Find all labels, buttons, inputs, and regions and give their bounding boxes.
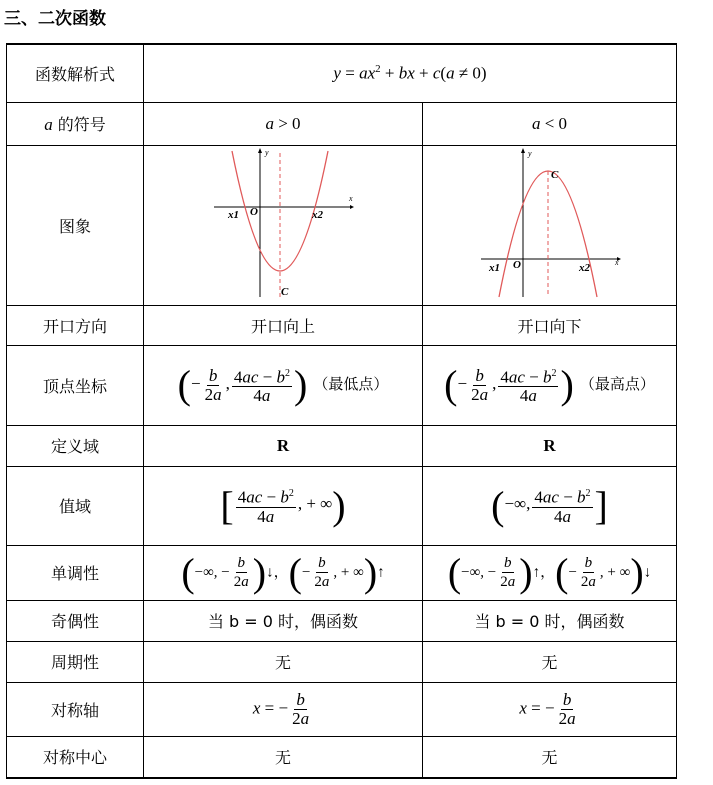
x-axis-label: x	[614, 258, 619, 267]
vertex-label: C	[281, 286, 289, 298]
graph-downward	[423, 145, 677, 305]
domain-positive: R	[144, 425, 423, 466]
label-expression: 函数解析式	[7, 44, 144, 102]
y-axis-arrow	[521, 148, 525, 153]
vertex-negative: (− $\frac{b}{2a}$ , $\frac{4ac - b^2}{4a}$ ) （最高点）	[423, 345, 677, 425]
vertex-note-negative: （最高点）	[579, 374, 655, 393]
monotonicity-negative: (−∞, − $\frac{b}{2a}$ )↑，(− $\frac{b}{2a}$ , + ∞)↓	[423, 545, 677, 600]
origin-label: O	[250, 206, 258, 218]
label-range: 值域	[7, 466, 144, 545]
range-positive: [ $\frac{4ac - b^2}{4a}$ , + ∞)	[144, 466, 423, 545]
parity-negative: 当 b = 0 时，偶函数	[423, 600, 677, 641]
periodicity-positive: 无	[144, 641, 423, 682]
monotonicity-positive: (−∞, − $\frac{b}{2a}$ )↓，(− $\frac{b}{2a}$ , + ∞)↑	[144, 545, 423, 600]
row-periodicity	[7, 641, 677, 682]
opening-positive: 开口向上	[144, 305, 423, 345]
symmetry-center-positive: 无	[144, 736, 423, 778]
section-heading: 三、二次函数	[4, 9, 106, 29]
downward-parabola-graph	[475, 147, 625, 299]
x-axis-label: x	[349, 194, 353, 203]
label-symmetry-center: 对称中心	[7, 736, 144, 778]
row-range	[7, 466, 677, 545]
y-axis-arrow	[258, 148, 262, 153]
label-graph: 图象	[7, 145, 144, 305]
periodicity-negative: 无	[423, 641, 677, 682]
label-parity: 奇偶性	[7, 600, 144, 641]
parity-positive: 当 b = 0 时，偶函数	[144, 600, 423, 641]
x-axis-arrow	[350, 205, 354, 209]
range-negative: (−∞, $\frac{4ac - b^2}{4a}$ ]	[423, 466, 677, 545]
label-domain: 定义域	[7, 425, 144, 466]
label-symmetry-axis: 对称轴	[7, 682, 144, 736]
row-domain	[7, 425, 677, 466]
row-parity	[7, 600, 677, 641]
sign-positive: a > 0	[144, 102, 423, 145]
label-periodicity: 周期性	[7, 641, 144, 682]
root1-label: x1	[488, 262, 500, 274]
graph-upward	[144, 145, 423, 305]
row-graph	[7, 145, 677, 305]
row-symmetry-axis	[7, 682, 677, 736]
origin-label: O	[512, 259, 521, 271]
quadratic-function-table	[6, 43, 677, 779]
upward-parabola-graph	[208, 147, 358, 299]
vertex-label: C	[550, 169, 558, 181]
label-monotonicity: 单调性	[7, 545, 144, 600]
y-axis-label: y	[265, 148, 269, 157]
symmetry-axis-negative: x = − $\frac{b}{2a}$	[423, 682, 677, 736]
label-opening: 开口方向	[7, 305, 144, 345]
vertex-note-positive: （最低点）	[313, 374, 389, 393]
row-symmetry-center	[7, 736, 677, 778]
vertex-positive: (− $\frac{b}{2a}$ , $\frac{4ac - b^2}{4a}$ ) （最低点）	[144, 345, 423, 425]
sign-negative: a < 0	[423, 102, 677, 145]
row-sign	[7, 102, 677, 145]
label-vertex: 顶点坐标	[7, 345, 144, 425]
row-opening	[7, 305, 677, 345]
label-sign: a 的符号	[7, 102, 144, 145]
root1-label: x1	[228, 209, 239, 221]
opening-negative: 开口向下	[423, 305, 677, 345]
y-axis-label: y	[527, 149, 532, 158]
symmetry-center-negative: 无	[423, 736, 677, 778]
row-expression	[7, 44, 677, 102]
row-monotonicity	[7, 545, 677, 600]
root2-label: x2	[578, 262, 590, 274]
symmetry-axis-positive: x = − $\frac{b}{2a}$	[144, 682, 423, 736]
formula-expression: $y = ax^2$ + bx + c(a ≠ 0)	[144, 44, 677, 102]
root2-label: x2	[312, 209, 323, 221]
row-vertex	[7, 345, 677, 425]
domain-negative: R	[423, 425, 677, 466]
